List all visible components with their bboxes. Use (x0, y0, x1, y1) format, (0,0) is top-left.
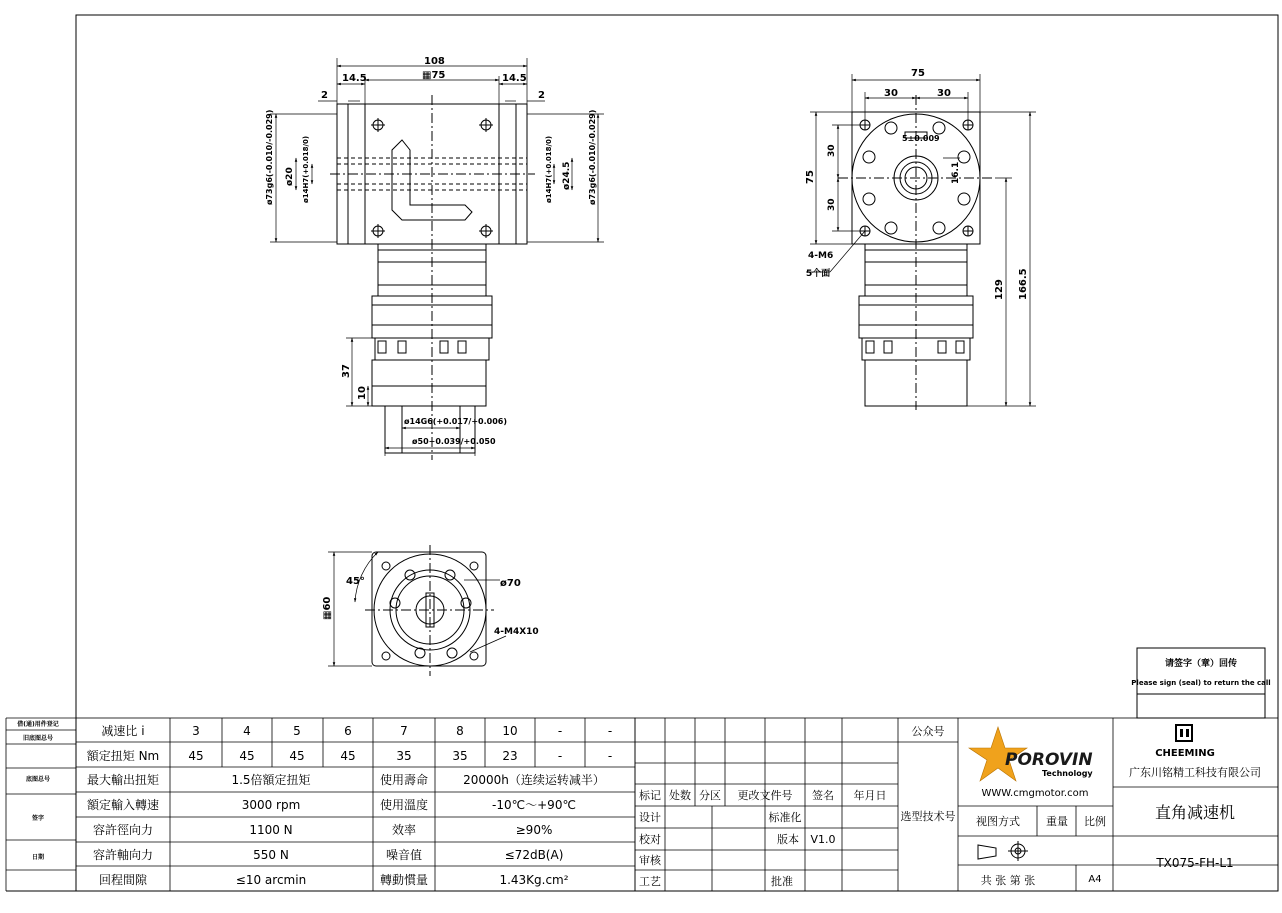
spec-row-label: 額定輸入轉速 (86, 798, 160, 812)
spec-ratio-cell: 5 (293, 724, 301, 738)
tb-nianyueri: 年月日 (853, 789, 887, 802)
tb-gongyi: 工艺 (639, 875, 661, 888)
front-view (330, 95, 535, 460)
spec-ratio-cell: 7 (400, 724, 408, 738)
spec-torque-cells (188, 749, 612, 763)
spec-ratio-cell: 3 (192, 724, 200, 738)
spec-row-label: 容許徑向力 (92, 823, 154, 837)
porovin-brand: POROVIN (1005, 750, 1093, 770)
spec-torque-label: 額定扭矩 Nm (86, 749, 160, 763)
dim-bottom-45: 45° (346, 576, 365, 587)
spec-torque-cell: 35 (452, 749, 468, 763)
tb-gongzhonghao: 公众号 (911, 725, 945, 738)
dim-side-m6-faces: 5个面 (806, 269, 831, 279)
spec-ratio-cell: 4 (243, 724, 251, 738)
spec-row-value: 550 N (253, 848, 289, 862)
spec-torque-cell: - (607, 749, 613, 763)
projection-symbol-icon (978, 841, 1028, 861)
spec-row-value: -10℃～+90℃ (492, 798, 576, 812)
dim-front-2-right: 2 (538, 90, 545, 101)
spec-ratio-cells (192, 724, 612, 738)
spec-table (87, 723, 612, 887)
tb-view-method: 视图方式 (976, 815, 1020, 828)
spec-torque-cell: - (557, 749, 563, 763)
dim-side-30-top: 30 (827, 144, 837, 157)
dim-side-16-1: 16.1 (951, 161, 961, 184)
tb-paper: A4 (1088, 874, 1102, 885)
dim-side-166-5: 166.5 (1018, 268, 1029, 300)
dim-front-75: ▦75 (422, 70, 446, 81)
spec-row-label: 回程間隙 (98, 873, 148, 887)
dim-front-108: 108 (424, 56, 445, 67)
dim-side-30-left: 30 (884, 88, 898, 99)
side-dims (806, 74, 1036, 406)
spec-ratio-cell: 6 (344, 724, 352, 738)
spec-row-value: 1.5倍額定扭矩 (231, 773, 311, 787)
left-strip-3: 签字 (31, 815, 45, 822)
dim-front-2-left: 2 (321, 90, 328, 101)
tb-version: V1.0 (810, 833, 836, 846)
tb-company: 广东川铭精工科技有限公司 (1129, 766, 1261, 779)
dim-side-129: 129 (994, 279, 1005, 300)
left-strip-0: 借(通)用件登记 (17, 721, 59, 728)
tb-chushu: 处数 (669, 789, 691, 802)
dim-front-d14-right: ø14H7(+0.018/0) (545, 135, 553, 203)
porovin-logo (969, 727, 1093, 781)
dim-front-10: 10 (357, 386, 368, 400)
tb-product: 直角减速机 (1154, 803, 1236, 822)
tb-shenhe: 审核 (639, 854, 661, 867)
spec-row-label: 容許軸向力 (92, 848, 154, 862)
tb-biaoji: 标记 (639, 789, 661, 802)
dim-bottom-60: ▦60 (322, 596, 333, 620)
spec-ratio-label: 减速比 i (101, 724, 145, 738)
dim-front-d24-5: ø24.5 (562, 161, 572, 190)
spec-row-label: 轉動慣量 (379, 873, 429, 887)
spec-row-label: 噪音值 (385, 848, 423, 862)
dim-front-d20: ø20 (285, 167, 295, 186)
spec-ratio-cell: 10 (502, 724, 518, 738)
spec-row-label: 效率 (391, 823, 417, 837)
spec-torque-cell: 23 (502, 749, 518, 763)
dim-front-d14g6: ø14G6(+0.017/+0.006) (404, 417, 508, 426)
spec-rows (87, 772, 605, 887)
tb-jiaodui: 校对 (639, 833, 661, 846)
spec-row-value: 20000h（连续运转减半） (463, 773, 605, 787)
tb-website: WWW.cmgmotor.com (981, 788, 1089, 799)
left-strip (6, 718, 76, 891)
dim-front-37: 37 (341, 364, 352, 378)
dim-side-key: 5±0.009 (902, 134, 940, 143)
left-strip-2: 底图总号 (25, 776, 51, 783)
spec-torque-cell: 35 (396, 749, 412, 763)
spec-row-value: 3000 rpm (241, 798, 301, 812)
spec-row-label: 使用溫度 (379, 798, 429, 812)
front-dims (270, 58, 604, 456)
tb-qianming: 签名 (812, 789, 834, 802)
tb-fenqu: 分区 (699, 789, 721, 802)
tb-sheji: 设计 (639, 811, 661, 824)
tb-sheets: 共 张 第 张 (980, 874, 1036, 887)
tb-xuanxing: 选型技术号 (900, 810, 956, 823)
spec-row-value: ≥90% (515, 823, 553, 837)
dim-side-75: 75 (911, 68, 925, 79)
tb-weight: 重量 (1046, 815, 1068, 828)
dim-side-30-bottom: 30 (827, 198, 837, 211)
spec-ratio-cell: - (557, 724, 563, 738)
dim-side-m6: 4-M6 (808, 251, 834, 261)
drawing-frame (76, 15, 1278, 891)
dim-bottom-m4: 4-M4X10 (494, 627, 539, 637)
sign-box-line2: Please sign (seal) to return the call (1131, 679, 1271, 687)
dim-front-14-5-right: 14.5 (502, 73, 527, 84)
tb-scale: 比例 (1084, 815, 1106, 828)
dim-bottom-d70: ø70 (500, 578, 521, 589)
dim-side-75-v: 75 (805, 170, 816, 184)
tb-pizhun: 批准 (771, 875, 793, 888)
tb-banben: 版本 (777, 833, 799, 846)
spec-row-value: ≤72dB(A) (504, 848, 564, 862)
spec-torque-cell: 45 (289, 749, 305, 763)
dim-front-d73-right: ø73g6(-0.010/-0.029) (588, 109, 597, 205)
dim-side-30-right: 30 (937, 88, 951, 99)
sign-box-line1: 请签字（章）回传 (1164, 659, 1238, 669)
spec-row-label: 使用壽命 (379, 773, 429, 787)
spec-torque-cell: 45 (340, 749, 356, 763)
bottom-view (365, 545, 494, 676)
left-strip-4: 日期 (31, 854, 45, 861)
side-dim-labels (805, 68, 1029, 300)
spec-row-value: ≤10 arcmin (235, 873, 307, 887)
dim-front-14-5-left: 14.5 (342, 73, 367, 84)
spec-ratio-cell: - (607, 724, 613, 738)
spec-torque-cell: 45 (188, 749, 204, 763)
tb-biaozhunhua: 标准化 (768, 811, 802, 824)
left-strip-1: 旧底图总号 (22, 735, 54, 742)
dim-front-d73-left: ø73g6(-0.010/-0.029) (265, 109, 274, 205)
spec-row-value: 1100 N (249, 823, 293, 837)
spec-ratio-cell: 8 (456, 724, 464, 738)
spec-torque-cell: 45 (239, 749, 255, 763)
cheeming-mark-icon (1176, 725, 1192, 741)
front-dim-labels (265, 56, 597, 446)
dim-front-d14-left: ø14H7(+0.018/0) (302, 135, 310, 203)
tb-genggai: 更改文件号 (737, 789, 793, 802)
tb-model: TX075-FH-L1 (1156, 856, 1234, 870)
spec-row-value: 1.43Kg.cm² (499, 873, 569, 887)
cheeming-brand: CHEEMING (1155, 748, 1215, 759)
porovin-sub: Technology (1042, 769, 1093, 778)
spec-row-label: 最大輸出扭矩 (86, 773, 160, 787)
cheeming-logo (1155, 725, 1215, 759)
dim-front-d50: ø50+0.039/+0.050 (412, 437, 496, 446)
